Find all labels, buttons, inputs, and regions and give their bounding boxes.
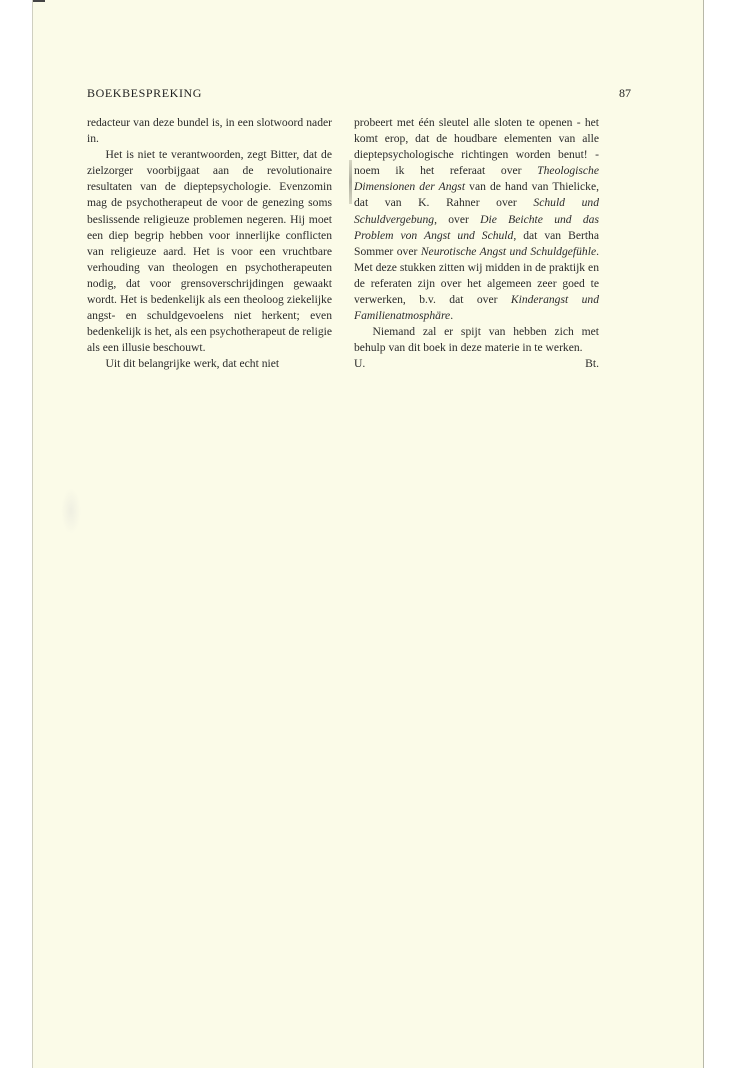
title-neurotische-angst: Neurotische Angst und Schuldgefühle [420, 244, 597, 258]
margin-pencil-mark [349, 160, 352, 204]
running-head: BOEKBESPREKING [87, 86, 203, 100]
right-paragraph-2: Niemand zal er spijt van hebben zich met behulp van dit boek in deze materie in te werken. [354, 325, 599, 355]
title-kinderangst: Kinderangst und Familienatmosphäre [354, 293, 599, 323]
right-paragraph-1 [354, 115, 599, 324]
title-schuld-und-schuldvergebung: Schuld und Schuldvergebung [354, 196, 599, 226]
text-run: probeert met één sleutel alle sloten te openen - het komt erop, dat de houdbare elementen van alle dieptepsychologische richtingen worden benut! - noem ik het referaat over [354, 116, 599, 178]
left-paragraph-1: redacteur van deze bundel is, in een slotwoord nader in. [87, 116, 332, 146]
left-paragraph-2: Het is niet te verantwoorden, zegt Bitter, dat de zielzorger voorbijgaat aan de revolutionaire resultaten van de dieptepsychologie. Evenzomin mag de psychotherapeut de voor de genezing soms beslissende religieuze problemen negeren. Hij moet een diep begrip hebben voor innerlijke conflicten van religieuze aard. Het is voor een vruchtbare verhouding van theologen en psychotherapeuten nodig, dat voor grensoverschrijdingen gewaakt wordt. Het is bedenkelijk als een theoloog ziekelijke angst- en schuldgevoelens niet herkent; even bedenkelijk is het, als een psychotherapeut de religie als een illusie beschouwt. [87, 148, 332, 355]
signature-author: Bt. [585, 357, 599, 371]
signature-initial: U. [354, 357, 366, 371]
page [32, 0, 704, 1068]
text-run: , dat van Bertha Sommer over [354, 228, 599, 258]
text-run: . Met deze stukken zitten wij midden in de praktijk en de referaten zijn over het algemeen zeer goed te verwerken, b.v. dat over [354, 244, 600, 307]
text-run: van de hand van Thielicke, dat van K. Rahner over [354, 180, 599, 210]
page-header [87, 86, 631, 102]
text-run: , over [434, 212, 481, 226]
left-column [87, 115, 332, 373]
text-run: . [450, 309, 454, 323]
title-die-beichte: Die Beichte und das Problem von Angst und Schuld [354, 212, 599, 242]
paper-smudge [61, 488, 81, 534]
signature-line [354, 356, 599, 372]
corner-mark [33, 0, 45, 2]
left-paragraph-3: Uit dit belangrijke werk, dat echt niet [105, 357, 280, 371]
right-column [354, 115, 599, 372]
page-number: 87 [619, 86, 631, 100]
title-theologische-dimensionen: Theologische Dimensionen der Angst [354, 164, 599, 194]
